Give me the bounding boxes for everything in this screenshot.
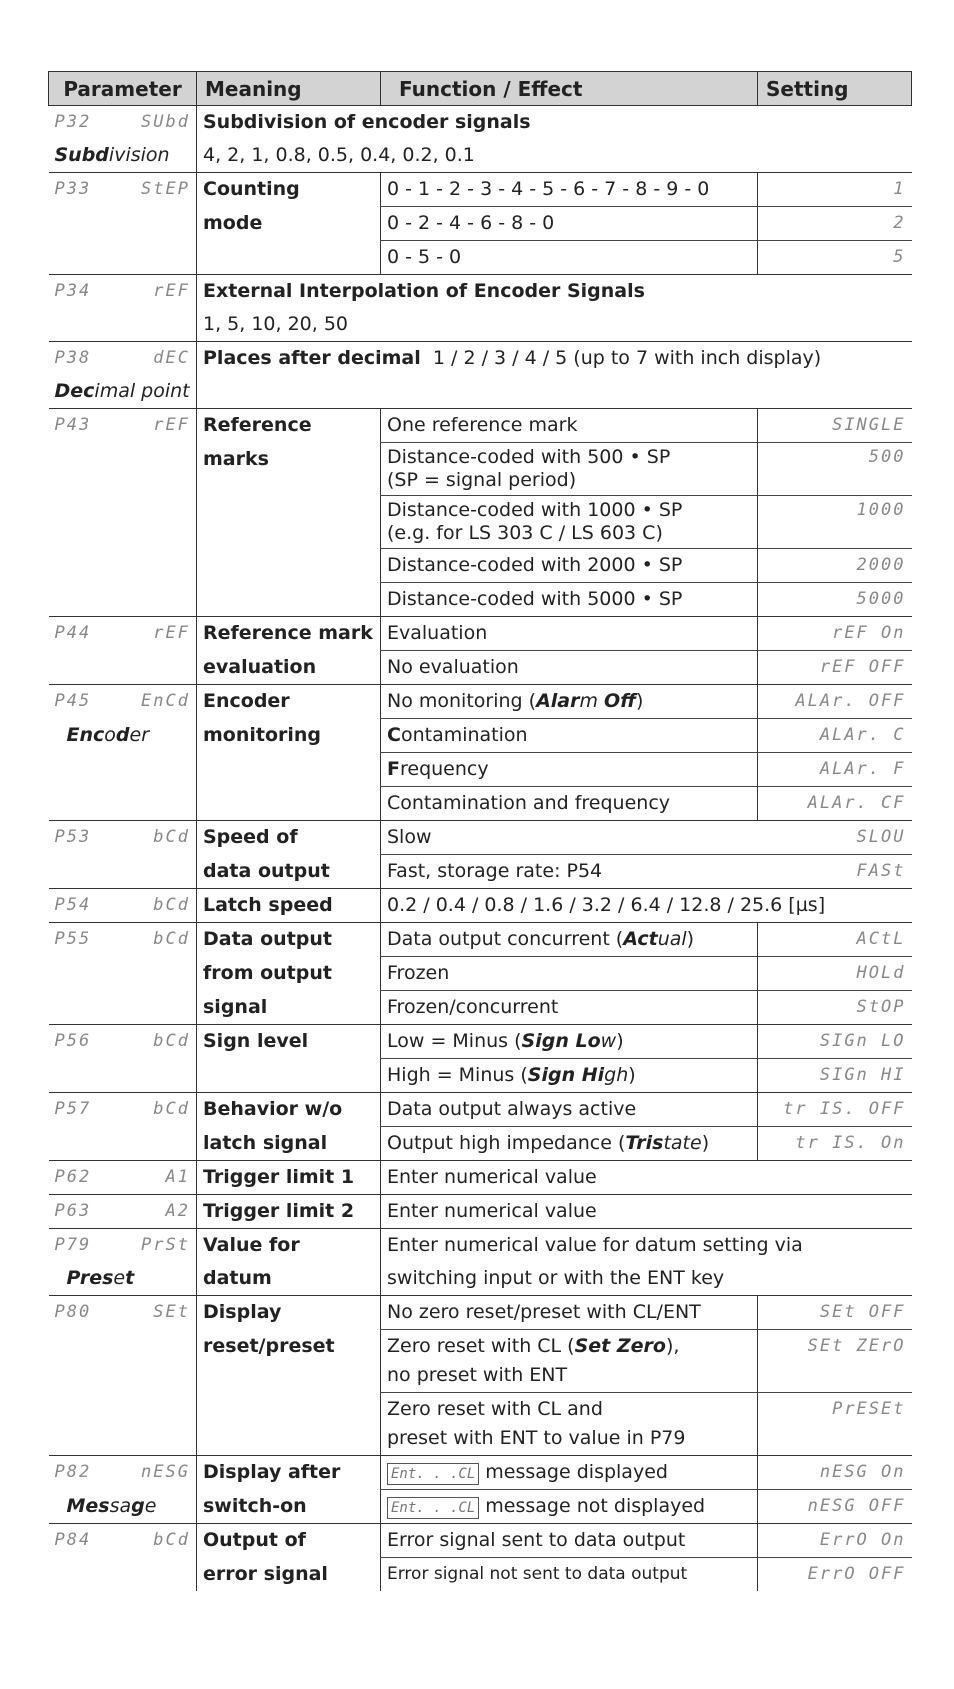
- header-meaning: Meaning: [197, 72, 381, 106]
- param-display: SUbd: [141, 112, 190, 132]
- setting-value: ALAr. C: [758, 719, 912, 753]
- meaning: Behavior w/o: [197, 1093, 381, 1127]
- setting-value: 500: [758, 443, 912, 496]
- param-display: rEF: [153, 415, 190, 435]
- meaning: Speed of: [197, 821, 381, 855]
- option-text: Slow: [387, 826, 432, 848]
- option-text: 0 - 2 - 4 - 6 - 8 - 0: [381, 207, 758, 241]
- param-code: P34: [54, 281, 92, 301]
- option-text: Data output always active: [381, 1093, 758, 1127]
- option-text: Evaluation: [381, 617, 758, 651]
- param-display: bCd: [153, 827, 190, 847]
- table-row: [49, 617, 912, 651]
- param-display: EnCd: [141, 691, 190, 711]
- option-text: No monitoring (Alarm Off): [381, 685, 758, 719]
- table-row: Encoder monitoring Contamination ALAr. C: [49, 719, 912, 753]
- option-text: Data output concurrent (Actual): [381, 923, 758, 957]
- meaning: Places after decimal: [203, 347, 421, 369]
- option-text: Enter numerical value for datum setting via: [381, 1229, 912, 1263]
- option-text: 0 - 5 - 0: [381, 241, 758, 275]
- meaning: from output: [203, 961, 332, 984]
- meaning: data output: [203, 859, 330, 882]
- table-row: [49, 889, 912, 923]
- option-text-2: (e.g. for LS 303 C / LS 603 C): [387, 522, 663, 544]
- values: 0.2 / 0.4 / 0.8 / 1.6 / 3.2 / 6.4 / 12.8 / 25.6 [µs]: [381, 889, 912, 923]
- option-text: Frequency: [381, 753, 758, 787]
- meaning: Subdivision of encoder signals: [197, 106, 912, 140]
- meaning: error signal: [203, 1562, 328, 1585]
- meaning: datum: [203, 1267, 272, 1289]
- table-row: [49, 409, 912, 443]
- option-text: Ent. . .CL message not displayed: [381, 1490, 758, 1524]
- param-code: P32: [54, 112, 92, 132]
- option-text: Contamination: [381, 719, 758, 753]
- header-parameter: Parameter: [49, 72, 197, 106]
- setting-value: ALAr. F: [758, 753, 912, 787]
- setting-value: 1000: [758, 496, 912, 549]
- param-display: bCd: [153, 929, 190, 949]
- table-row: [49, 923, 912, 957]
- param-display: nESG: [141, 1462, 190, 1482]
- option-text: Ent. . .CL message displayed: [381, 1456, 758, 1490]
- table-header-row: [49, 72, 912, 106]
- table-row: [49, 821, 912, 855]
- option-text: Contamination and frequency: [381, 787, 758, 821]
- setting-value: 2: [758, 207, 912, 241]
- option-text: Zero reset with CL and preset with ENT to value in P79: [381, 1393, 758, 1456]
- meaning: Display after: [197, 1456, 381, 1490]
- setting-value: SINGLE: [758, 409, 912, 443]
- option-text: Enter numerical value: [381, 1161, 912, 1195]
- table-row: [49, 275, 912, 309]
- setting-value: SIGn HI: [819, 1065, 906, 1085]
- meaning: Reference mark: [197, 617, 381, 651]
- setting-value: SLOU: [856, 827, 906, 847]
- meaning: Trigger limit 1: [197, 1161, 381, 1195]
- setting-value: 2000: [758, 549, 912, 583]
- table-row: Preset datum switching input or with the ENT key: [49, 1262, 912, 1296]
- table-row: [49, 139, 912, 173]
- param-display: StEP: [141, 179, 190, 199]
- table-row: [49, 787, 912, 821]
- meaning: Sign level: [197, 1025, 381, 1059]
- meaning: evaluation: [203, 655, 317, 678]
- table-row: [49, 1524, 912, 1558]
- option-text: Output high impedance (Tristate): [381, 1127, 758, 1161]
- header-setting: Setting: [758, 72, 912, 106]
- setting-value: tr IS. OFF: [758, 1093, 912, 1127]
- setting-value: rEF On: [758, 617, 912, 651]
- param-code: P57: [54, 1099, 92, 1119]
- param-display: bCd: [153, 895, 190, 915]
- values: 1, 5, 10, 20, 50: [203, 313, 349, 335]
- setting-value: rEF OFF: [819, 657, 906, 677]
- param-code: P38: [54, 348, 92, 368]
- param-display: A1: [165, 1167, 190, 1187]
- meaning: Reference: [197, 409, 381, 443]
- table-row: [49, 1161, 912, 1195]
- meaning: latch signal: [203, 1131, 328, 1154]
- option-text: 0 - 1 - 2 - 3 - 4 - 5 - 6 - 7 - 8 - 9 - 0: [381, 173, 758, 207]
- param-display: rEF: [153, 623, 190, 643]
- option-text-2: (SP = signal period): [387, 469, 577, 491]
- param-code: P43: [54, 415, 92, 435]
- meaning: Encoder: [197, 685, 381, 719]
- param-code: P55: [54, 929, 92, 949]
- meaning: Trigger limit 2: [197, 1195, 381, 1229]
- meaning: switch-on: [203, 1494, 307, 1517]
- param-display: bCd: [153, 1530, 190, 1550]
- table-row: Message switch-on Ent. . .CL message not displayed nESG OFF: [49, 1490, 912, 1524]
- option-text: Frozen: [381, 957, 758, 991]
- meaning: Latch speed: [197, 889, 381, 923]
- param-display: PrSt: [141, 1235, 190, 1255]
- setting-value: HOLd: [758, 957, 912, 991]
- param-code: P82: [54, 1462, 92, 1482]
- parameter-table-page: [48, 71, 911, 1591]
- option-text: switching input or with the ENT key: [381, 1262, 912, 1296]
- param-code: P54: [54, 895, 92, 915]
- table-row: [49, 753, 912, 787]
- param-code: P56: [54, 1031, 92, 1051]
- option-text: Distance-coded with 2000 • SP: [381, 549, 758, 583]
- table-row: [49, 1093, 912, 1127]
- table-row: [49, 342, 912, 376]
- table-row: [49, 375, 912, 409]
- setting-value: tr IS. On: [795, 1133, 906, 1153]
- setting-value: FASt: [856, 861, 906, 881]
- meaning: mode: [203, 211, 263, 234]
- option-text: Fast, storage rate: P54: [387, 860, 603, 882]
- parameter-table: [48, 71, 912, 1591]
- param-display: bCd: [153, 1031, 190, 1051]
- param-name-bold: Subd: [54, 144, 109, 166]
- option-text: Distance-coded with 500 • SP: [387, 446, 671, 468]
- option-text: Frozen/concurrent: [381, 991, 758, 1025]
- setting-value: SEt OFF: [758, 1296, 912, 1330]
- meaning: Value for: [197, 1229, 381, 1263]
- table-row: [49, 1296, 912, 1330]
- setting-value: 5: [893, 247, 906, 267]
- meaning: marks: [203, 447, 269, 470]
- table-row: [49, 106, 912, 140]
- option-text: No zero reset/preset with CL/ENT: [381, 1296, 758, 1330]
- param-name-bold: Dec: [54, 380, 95, 402]
- param-code: P62: [54, 1167, 92, 1187]
- setting-value: ALAr. CF: [807, 793, 906, 813]
- param-name-rest: imal point: [94, 380, 190, 402]
- param-code: P33: [54, 179, 92, 199]
- setting-value: StOP: [856, 997, 906, 1017]
- values: 1 / 2 / 3 / 4 / 5 (up to 7 with inch display): [432, 347, 822, 369]
- option-text: Low = Minus (Sign Low): [381, 1025, 758, 1059]
- meaning: Data output: [197, 923, 381, 957]
- param-code: P44: [54, 623, 92, 643]
- option-text: Error signal sent to data output: [381, 1524, 758, 1558]
- option-text: Zero reset with CL (Set Zero), no preset with ENT: [381, 1330, 758, 1393]
- option-text: Distance-coded with 5000 • SP: [381, 583, 758, 617]
- param-code: P45: [54, 691, 92, 711]
- option-text: One reference mark: [381, 409, 758, 443]
- param-display: bCd: [153, 1099, 190, 1119]
- table-row: [49, 173, 912, 207]
- param-code: P53: [54, 827, 92, 847]
- option-text: Error signal not sent to data output: [381, 1558, 758, 1592]
- table-row: [49, 1229, 912, 1263]
- meaning: reset/preset: [203, 1334, 335, 1357]
- values: 4, 2, 1, 0.8, 0.5, 0.4, 0.2, 0.1: [203, 144, 475, 166]
- lcd-message-box: Ent. . .CL: [387, 1463, 479, 1485]
- setting-value: 5000: [856, 589, 906, 609]
- table-row: [49, 685, 912, 719]
- meaning: Output of: [197, 1524, 381, 1558]
- param-code: P63: [54, 1201, 92, 1221]
- setting-value: ErrO OFF: [807, 1564, 906, 1584]
- setting-value: SIGn LO: [758, 1025, 912, 1059]
- meaning: monitoring: [203, 723, 322, 746]
- option-text: High = Minus (Sign High): [381, 1059, 758, 1093]
- param-code: P80: [54, 1302, 92, 1322]
- option-text: No evaluation: [381, 651, 758, 685]
- setting-value: ALAr. OFF: [758, 685, 912, 719]
- meaning: External Interpolation of Encoder Signals: [197, 275, 912, 309]
- param-display: dEC: [153, 348, 190, 368]
- setting-value: PrESEt: [832, 1399, 906, 1419]
- table-row: [49, 1025, 912, 1059]
- setting-value: 1: [758, 173, 912, 207]
- param-code: P79: [54, 1235, 92, 1255]
- table-row: [49, 1195, 912, 1229]
- param-display: rEF: [153, 281, 190, 301]
- param-display: SEt: [153, 1302, 190, 1322]
- setting-value: nESG On: [758, 1456, 912, 1490]
- lcd-message-box: Ent. . .CL: [387, 1497, 479, 1519]
- param-display: A2: [165, 1201, 190, 1221]
- setting-value: nESG OFF: [807, 1496, 906, 1516]
- table-row: [49, 1456, 912, 1490]
- meaning: signal: [203, 995, 268, 1018]
- setting-value: ErrO On: [758, 1524, 912, 1558]
- param-code: P84: [54, 1530, 92, 1550]
- param-name-rest: ivision: [108, 144, 170, 166]
- meaning: Counting: [197, 173, 381, 207]
- option-text: Enter numerical value: [381, 1195, 912, 1229]
- header-function: Function / Effect: [381, 72, 758, 106]
- setting-value: SEt ZErO: [758, 1330, 912, 1393]
- option-text: Distance-coded with 1000 • SP: [387, 499, 683, 521]
- setting-value: ACtL: [758, 923, 912, 957]
- meaning: Display: [197, 1296, 381, 1330]
